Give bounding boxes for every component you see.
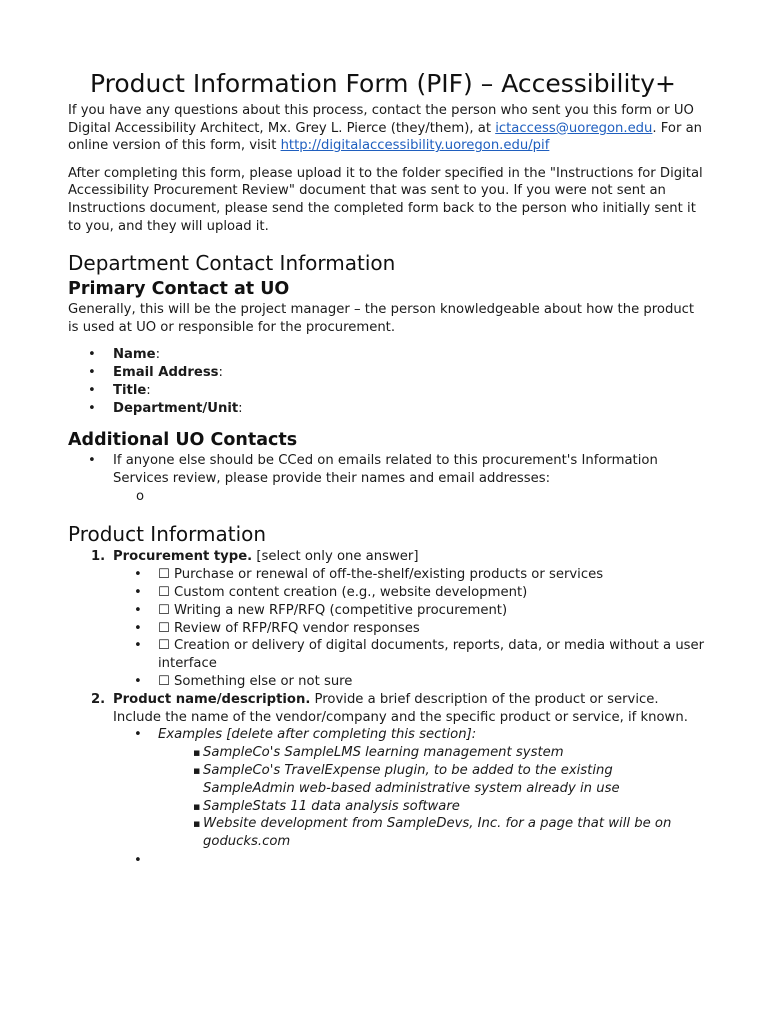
additional-contacts-list — [68, 452, 708, 506]
department-heading: Department Contact Information — [68, 251, 396, 276]
primary-contact-heading: Primary Contact at UO — [68, 279, 290, 300]
page-title: Product Information Form (PIF) – Accessibility+ — [90, 69, 676, 98]
option-custom-content[interactable]: • ☐ Custom content creation (e.g., website development) — [68, 584, 708, 602]
question-desc: Provide a brief description of the product or service. Include the name of the vendor/company and the specific product or service, if known. — [113, 691, 688, 725]
field-department[interactable]: • Department/Unit: — [68, 400, 708, 418]
procurement-options — [68, 566, 708, 691]
field-name[interactable]: • Name: — [68, 346, 708, 364]
additional-contacts-heading: Additional UO Contacts — [68, 430, 298, 451]
example-item: ▪ SampleStats 11 data analysis software — [68, 798, 708, 816]
question-procurement-type — [68, 548, 708, 566]
additional-contacts-entry[interactable] — [68, 488, 708, 506]
primary-contact-desc: Generally, this will be the project manager – the person knowledgeable about how the product is used at UO or responsible for the procurement. — [68, 302, 695, 335]
product-questions-2 — [68, 691, 708, 727]
intro-paragraph — [68, 102, 708, 155]
example-item: ▪ Website development from SampleDevs, Inc. for a page that will be on goducks.com — [68, 815, 708, 851]
example-item: ▪ SampleCo's SampleLMS learning management system — [68, 744, 708, 762]
option-review-rfp[interactable]: • ☐ Review of RFP/RFQ vendor responses — [68, 620, 708, 638]
question-hint: [select only one answer] — [252, 549, 419, 565]
example-item: ▪ SampleCo's TravelExpense plugin, to be added to the existing SampleAdmin web-based administrative system already in use — [68, 762, 708, 798]
question-number: 2. — [91, 691, 106, 707]
product-description-entry[interactable] — [68, 852, 708, 870]
sub-bullet-marker: o — [136, 489, 145, 505]
product-heading: Product Information — [68, 522, 267, 547]
question-label: Procurement type. — [113, 549, 253, 565]
additional-contacts-item: • If anyone else should be CCed on emails related to this procurement's Information Services review, please provide their names and email addresses: — [68, 452, 708, 488]
intro-text-2: . For an online version of this form, visit — [68, 120, 703, 154]
option-new-rfp[interactable]: • ☐ Writing a new RFP/RFQ (competitive procurement) — [68, 602, 708, 620]
document-page — [68, 66, 708, 870]
email-link[interactable]: ictaccess@uoregon.edu — [495, 120, 653, 136]
field-title[interactable]: • Title: — [68, 382, 708, 400]
option-purchase-renewal[interactable]: • ☐ Purchase or renewal of off-the-shelf/existing products or services — [68, 566, 708, 584]
option-something-else[interactable]: • ☐ Something else or not sure — [68, 673, 708, 691]
examples-list — [68, 726, 708, 870]
question-label: Product name/description. — [113, 691, 311, 707]
product-questions — [68, 548, 708, 566]
online-form-link[interactable]: http://digitalaccessibility.uoregon.edu/pif — [280, 138, 550, 154]
examples-label: • Examples [delete after completing this section]: — [68, 726, 708, 744]
upload-instructions: After completing this form, please upload it to the folder specified in the "Instructions for Digital Accessibility Procurement Review" document that was sent to you. If you were not sent an Instructions document, please send the completed form back to the person who initially sent it to you, and they will upload it. — [68, 165, 703, 234]
field-email[interactable]: • Email Address: — [68, 364, 708, 382]
question-product-name — [68, 691, 708, 727]
option-digital-documents[interactable]: • ☐ Creation or delivery of digital documents, reports, data, or media without a user interface — [68, 637, 708, 673]
primary-contact-fields — [68, 346, 708, 418]
intro-text-1: If you have any questions about this process, contact the person who sent you this form or UO Digital Accessibility Architect, Mx. Grey L. Pierce (they/them), at — [68, 103, 694, 136]
question-number: 1. — [91, 549, 106, 565]
